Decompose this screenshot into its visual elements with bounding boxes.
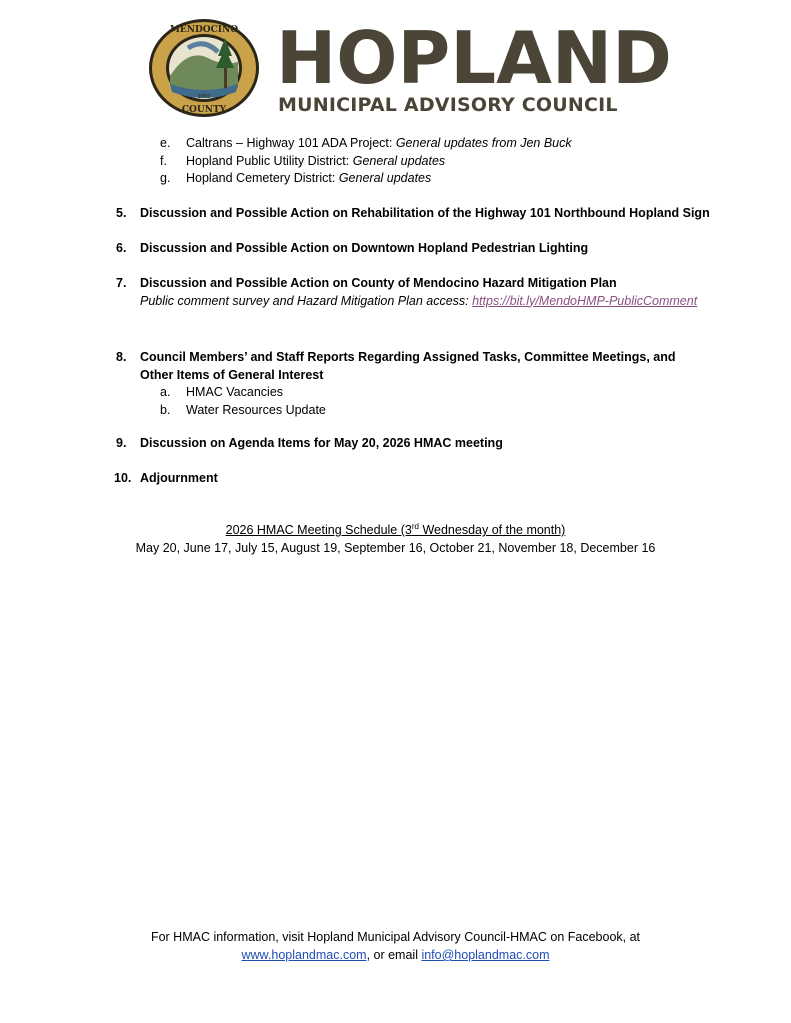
item-title: Discussion and Possible Action on Downtown Hopland Pedestrian Lighting bbox=[140, 241, 589, 255]
schedule-title-post: Wednesday of the month) bbox=[418, 523, 566, 537]
footer-middle-text: , or email bbox=[366, 948, 422, 962]
seal-year: 1850 bbox=[197, 94, 211, 100]
hmp-survey-link[interactable]: https://bit.ly/MendoHMP-PublicComment bbox=[472, 293, 698, 308]
email-link[interactable]: info@hoplandmac.com bbox=[421, 948, 550, 962]
list-item-text: Hopland Cemetery District: bbox=[186, 171, 339, 185]
schedule-title-pre: 2026 HMAC Meeting Schedule (3 bbox=[225, 523, 412, 537]
item-number: 6. bbox=[116, 241, 127, 255]
item-title: Discussion and Possible Action on Rehabilitation of the Highway 101 Northbound Hopland Sign bbox=[140, 206, 710, 220]
schedule-title bbox=[0, 522, 791, 540]
schedule-title-sup: rd bbox=[411, 521, 419, 531]
item-number: 9. bbox=[116, 436, 127, 450]
list-letter: g. bbox=[160, 171, 171, 185]
item-note-text: Public comment survey and Hazard Mitigation Plan access: bbox=[140, 293, 473, 308]
item-number: 5. bbox=[116, 206, 127, 220]
seal-text-bottom: COUNTY bbox=[181, 105, 227, 115]
list-item-note: General updates from Jen Buck bbox=[395, 136, 572, 150]
list-item-text: Caltrans – Highway 101 ADA Project: bbox=[186, 136, 396, 150]
item-title: Discussion on Agenda Items for May 20, 2026 HMAC meeting bbox=[140, 436, 503, 450]
brand-subtitle: MUNICIPAL ADVISORY COUNCIL bbox=[278, 94, 618, 116]
seal-text-top: MENDOCINO bbox=[169, 25, 239, 35]
list-item-text: Water Resources Update bbox=[186, 402, 326, 417]
schedule-dates: May 20, June 17, July 15, August 19, September 16, October 21, November 18, December 16 bbox=[135, 541, 656, 555]
item-title: Council Members’ and Staff Reports Regarding Assigned Tasks, Committee Meetings, and Other Items of General Interest bbox=[140, 350, 676, 382]
brand-title: HOPLAND bbox=[276, 16, 672, 100]
list-item-text: Hopland Public Utility District: bbox=[186, 153, 353, 168]
footer-line-2 bbox=[0, 947, 791, 965]
list-item-note: General updates bbox=[352, 153, 446, 168]
footer-line-1: For HMAC information, visit Hopland Municipal Advisory Council-HMAC on Facebook, at bbox=[150, 930, 641, 944]
item-title: Discussion and Possible Action on County of Mendocino Hazard Mitigation Plan bbox=[140, 276, 617, 290]
list-letter: e. bbox=[160, 136, 171, 150]
page-header bbox=[148, 16, 672, 120]
item-number: 8. bbox=[116, 350, 127, 364]
list-item-text: HMAC Vacancies bbox=[186, 385, 284, 399]
item-title: Adjournment bbox=[140, 471, 218, 485]
item-number: 7. bbox=[116, 276, 127, 290]
mendocino-county-seal-logo bbox=[148, 18, 260, 118]
list-letter: f. bbox=[160, 153, 167, 168]
website-link[interactable]: www.hoplandmac.com bbox=[241, 948, 367, 962]
list-letter: b. bbox=[160, 402, 171, 417]
list-item-note: General updates bbox=[338, 171, 432, 185]
list-letter: a. bbox=[160, 385, 171, 399]
item-number: 10. bbox=[114, 471, 132, 485]
item-note bbox=[140, 293, 702, 311]
